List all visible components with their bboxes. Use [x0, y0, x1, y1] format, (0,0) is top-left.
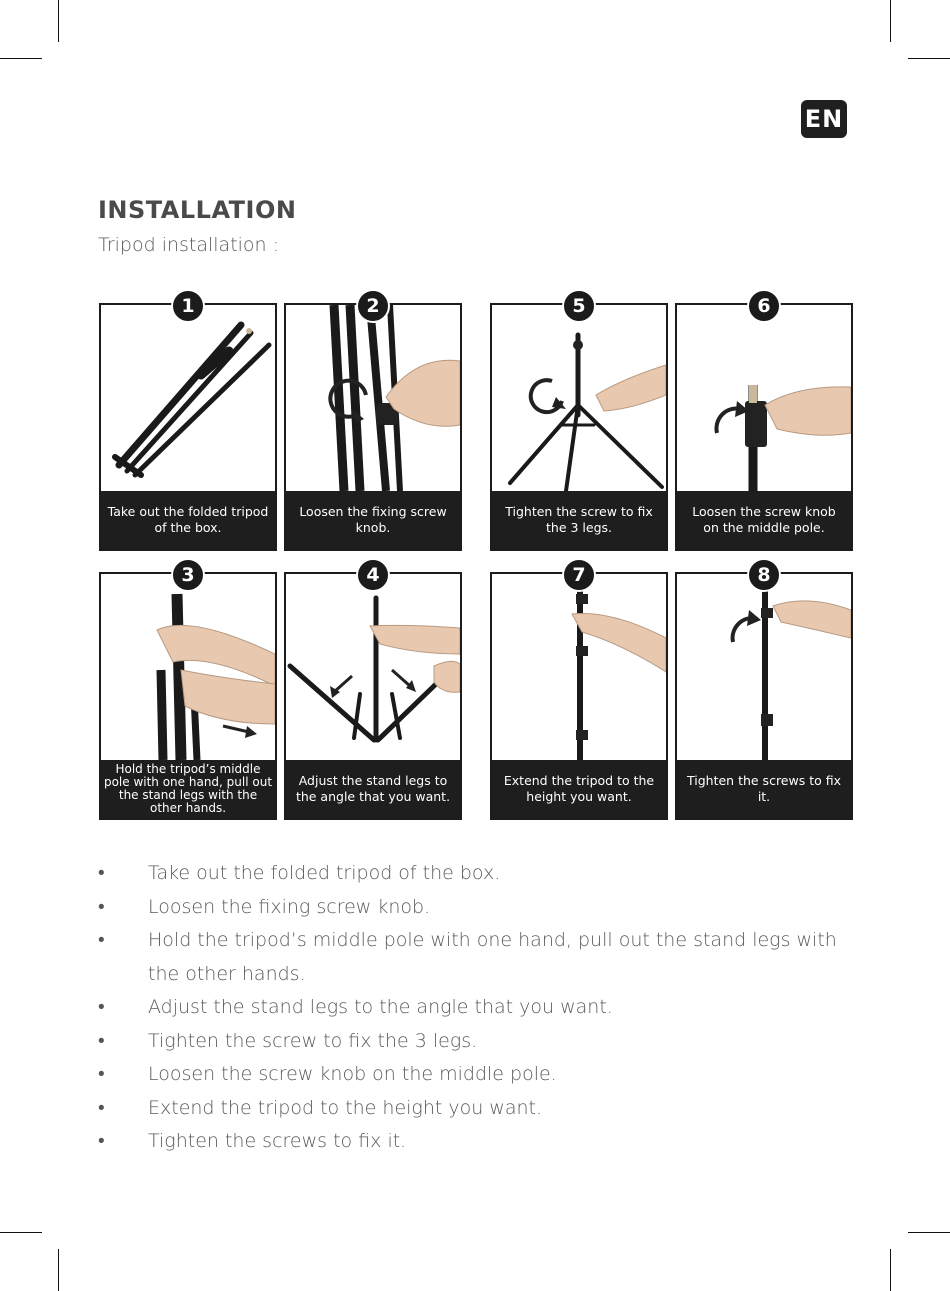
list-item-text: Tighten the screws to fix it.: [148, 1130, 407, 1152]
panel-caption: Tighten the screws to fix it.: [677, 760, 851, 818]
step-panel-7: [490, 564, 668, 820]
step-number-badge: 5: [562, 289, 596, 323]
crop-mark-top-right-h: [908, 58, 950, 59]
crop-mark-bottom-right-h: [908, 1232, 950, 1233]
step-panel-2: [284, 295, 462, 551]
extend-height-photo-icon: [492, 574, 666, 760]
steps-list: [98, 857, 858, 1159]
step-panel-4: [284, 564, 462, 820]
crop-mark-top-right-v: [890, 0, 891, 42]
list-item-text: Hold the tripod’s middle pole with one hand, pull out the stand legs with the other hands.: [148, 929, 837, 985]
list-item: [98, 857, 858, 891]
list-item: [98, 891, 858, 925]
loosen-knob-photo-icon: [286, 305, 460, 491]
panel-caption: Tighten the screw to fix the 3 legs.: [492, 491, 666, 549]
step-number-badge: 3: [171, 558, 205, 592]
tighten-screws-photo-icon: [677, 574, 851, 760]
list-item: [98, 1125, 858, 1159]
step-panel-8: [675, 564, 853, 820]
folded-tripod-photo-icon: [101, 305, 275, 491]
step-number-badge: 7: [562, 558, 596, 592]
crop-mark-bottom-left-h: [0, 1232, 42, 1233]
step-panel-3: [99, 564, 277, 820]
list-item: [98, 1092, 858, 1126]
bullet-icon: •: [98, 929, 105, 951]
panel-caption: Loosen the fixing screw knob.: [286, 491, 460, 549]
list-item-text: Adjust the stand legs to the angle that you want.: [148, 996, 613, 1018]
bullet-icon: •: [98, 1096, 105, 1119]
bullet-icon: •: [98, 1029, 105, 1052]
panel-caption: Hold the tripod’s middle pole with one hand, pull out the stand legs with the other hands.: [101, 760, 275, 818]
subtitle: Tripod installation :: [98, 234, 280, 256]
tighten-legs-photo-icon: [492, 305, 666, 491]
list-item-text: Tighten the screw to fix the 3 legs.: [148, 1029, 478, 1052]
panel-caption: Take out the folded tripod of the box.: [101, 491, 275, 549]
list-item-text: Loosen the fixing screw knob.: [148, 895, 431, 918]
bullet-icon: •: [98, 862, 105, 884]
step-number-badge: 4: [356, 558, 390, 592]
list-item: [98, 1058, 858, 1092]
bullet-icon: •: [98, 996, 105, 1018]
bullet-icon: •: [98, 1063, 105, 1085]
list-item: [98, 991, 858, 1025]
step-panel-1: [99, 295, 277, 551]
adjust-angle-photo-icon: [286, 574, 460, 760]
step-number-badge: 8: [747, 558, 781, 592]
list-item-text: Extend the tripod to the height you want.: [148, 1096, 543, 1119]
list-item: [98, 1025, 858, 1059]
crop-mark-bottom-left-v: [58, 1249, 59, 1291]
language-badge: EN: [801, 100, 847, 138]
panel-caption: Adjust the stand legs to the angle that you want.: [286, 760, 460, 818]
bullet-icon: •: [98, 1130, 105, 1152]
panel-caption: Loosen the screw knob on the middle pole.: [677, 491, 851, 549]
list-item-text: Take out the folded tripod of the box.: [148, 862, 501, 884]
crop-mark-bottom-right-v: [890, 1249, 891, 1291]
list-item: [98, 924, 858, 991]
list-item-text: Loosen the screw knob on the middle pole.: [148, 1063, 557, 1085]
section-title: INSTALLATION: [98, 196, 297, 224]
step-number-badge: 6: [747, 289, 781, 323]
step-panel-6: [675, 295, 853, 551]
bullet-icon: •: [98, 895, 105, 918]
crop-mark-top-left-v: [58, 0, 59, 42]
crop-mark-top-left-h: [0, 58, 42, 59]
loosen-middle-pole-photo-icon: [677, 305, 851, 491]
pull-legs-photo-icon: [101, 574, 275, 760]
panel-caption: Extend the tripod to the height you want.: [492, 760, 666, 818]
step-number-badge: 1: [171, 289, 205, 323]
step-panel-5: [490, 295, 668, 551]
step-number-badge: 2: [356, 289, 390, 323]
